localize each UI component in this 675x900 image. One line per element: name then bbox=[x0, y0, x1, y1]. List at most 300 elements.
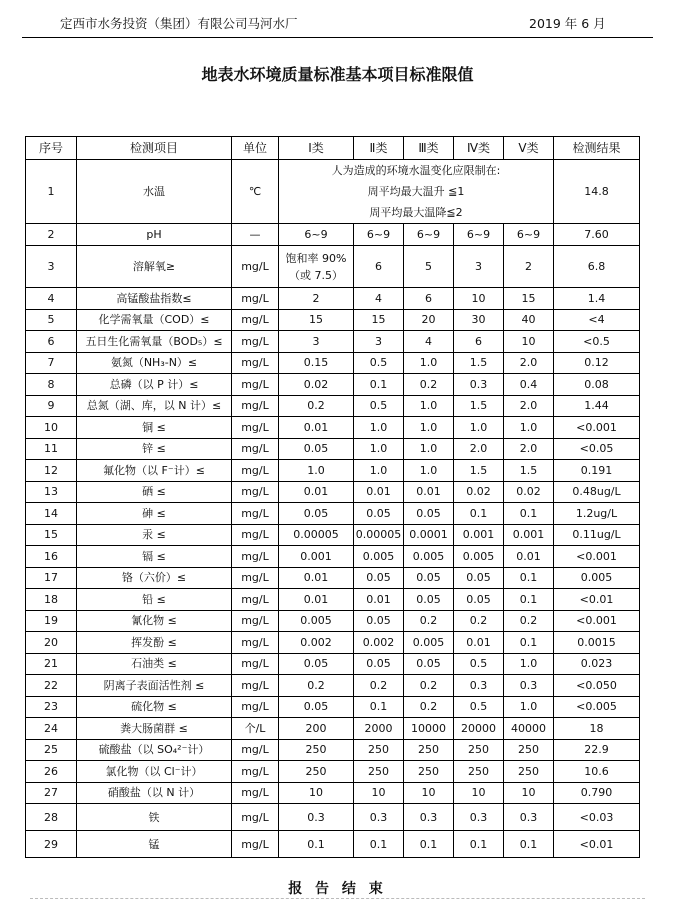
cell-class-2: 6 bbox=[354, 246, 404, 288]
cell-result: 7.60 bbox=[554, 224, 640, 246]
cell-class-2: 2000 bbox=[354, 718, 404, 740]
cell-class-5: 0.2 bbox=[504, 610, 554, 632]
cell-class-3: 0.1 bbox=[404, 831, 454, 858]
cell-item: 挥发酚 ≤ bbox=[77, 632, 232, 654]
cell-result: 0.191 bbox=[554, 460, 640, 482]
cell-result: <0.5 bbox=[554, 331, 640, 353]
cell-class-2: 0.5 bbox=[354, 395, 404, 417]
cell-class-5: 0.4 bbox=[504, 374, 554, 396]
cell-unit: mg/L bbox=[232, 331, 279, 353]
cell-class-4: 1.5 bbox=[454, 395, 504, 417]
cell-class-3: 0.2 bbox=[404, 696, 454, 718]
table-row bbox=[26, 374, 640, 396]
table-row bbox=[26, 224, 640, 246]
cell-item: 砷 ≤ bbox=[77, 503, 232, 525]
cell-class-5: 0.1 bbox=[504, 503, 554, 525]
cell-unit: mg/L bbox=[232, 374, 279, 396]
cell-class-2: 0.5 bbox=[354, 352, 404, 374]
cell-class-1: 0.00005 bbox=[279, 524, 354, 546]
table-row bbox=[26, 718, 640, 740]
cell-unit: mg/L bbox=[232, 460, 279, 482]
cell-class-3: 0.2 bbox=[404, 374, 454, 396]
cell-unit: mg/L bbox=[232, 761, 279, 783]
cell-no: 11 bbox=[26, 438, 77, 460]
cell-class-2: 15 bbox=[354, 309, 404, 331]
cell-item: 总氮（湖、库，以 N 计）≤ bbox=[77, 395, 232, 417]
cell-class-4: 0.01 bbox=[454, 632, 504, 654]
table-row bbox=[26, 567, 640, 589]
cell-class-1: 3 bbox=[279, 331, 354, 353]
cell-item: 溶解氧≥ bbox=[77, 246, 232, 288]
cell-class-3: 0.3 bbox=[404, 804, 454, 831]
cell-class-1: 250 bbox=[279, 761, 354, 783]
cell-result: 0.0015 bbox=[554, 632, 640, 654]
cell-unit: mg/L bbox=[232, 804, 279, 831]
cell-item: 水温 bbox=[77, 160, 232, 224]
table-row bbox=[26, 246, 640, 288]
cell-result: <0.005 bbox=[554, 696, 640, 718]
cell-item: 粪大肠菌群 ≤ bbox=[77, 718, 232, 740]
cell-item: 锌 ≤ bbox=[77, 438, 232, 460]
cell-result: 0.12 bbox=[554, 352, 640, 374]
cell-class-5: 1.0 bbox=[504, 653, 554, 675]
header-class-5: Ⅴ类 bbox=[504, 137, 554, 160]
cell-class-3: 0.005 bbox=[404, 632, 454, 654]
cell-class-1: 0.1 bbox=[279, 831, 354, 858]
cell-no: 25 bbox=[26, 739, 77, 761]
cell-class-3: 4 bbox=[404, 331, 454, 353]
table-row bbox=[26, 481, 640, 503]
cell-result: 0.48ug/L bbox=[554, 481, 640, 503]
cell-class-5: 250 bbox=[504, 739, 554, 761]
table-row bbox=[26, 352, 640, 374]
table-row bbox=[26, 524, 640, 546]
cell-no: 12 bbox=[26, 460, 77, 482]
cell-class-4: 0.3 bbox=[454, 675, 504, 697]
cell-class-1: 0.3 bbox=[279, 804, 354, 831]
cell-result: <0.001 bbox=[554, 417, 640, 439]
cell-unit: mg/L bbox=[232, 503, 279, 525]
cell-unit: mg/L bbox=[232, 246, 279, 288]
cell-no: 24 bbox=[26, 718, 77, 740]
cell-class-2: 0.002 bbox=[354, 632, 404, 654]
cell-class-5: 0.3 bbox=[504, 804, 554, 831]
cell-class-3: 5 bbox=[404, 246, 454, 288]
cell-class-3: 1.0 bbox=[404, 438, 454, 460]
cell-unit: 个/L bbox=[232, 718, 279, 740]
limit-line: 周平均最大温升 ≦1 bbox=[367, 185, 465, 198]
cell-class-4: 0.05 bbox=[454, 567, 504, 589]
cell-no: 26 bbox=[26, 761, 77, 783]
cell-class-1: 0.05 bbox=[279, 696, 354, 718]
cell-class-5: 2.0 bbox=[504, 438, 554, 460]
table-row bbox=[26, 309, 640, 331]
cell-item: 硝酸盐（以 N 计） bbox=[77, 782, 232, 804]
cell-class-1: 2 bbox=[279, 288, 354, 310]
cell-no: 21 bbox=[26, 653, 77, 675]
cell-class-4: 6~9 bbox=[454, 224, 504, 246]
cell-no: 22 bbox=[26, 675, 77, 697]
cell-class-3: 0.01 bbox=[404, 481, 454, 503]
cell-class-2: 4 bbox=[354, 288, 404, 310]
cell-class-1: 6~9 bbox=[279, 224, 354, 246]
cell-result: <0.001 bbox=[554, 610, 640, 632]
cell-class-1: 0.001 bbox=[279, 546, 354, 568]
cell-class-4: 1.0 bbox=[454, 417, 504, 439]
cell-item: pH bbox=[77, 224, 232, 246]
cell-class-3: 1.0 bbox=[404, 417, 454, 439]
cell-class-4: 250 bbox=[454, 739, 504, 761]
cell-class-4: 20000 bbox=[454, 718, 504, 740]
cell-result: <0.05 bbox=[554, 438, 640, 460]
cell-result: 14.8 bbox=[554, 160, 640, 224]
cell-no: 17 bbox=[26, 567, 77, 589]
cell-unit: mg/L bbox=[232, 782, 279, 804]
cell-class-2: 0.05 bbox=[354, 653, 404, 675]
cell-class-4: 0.02 bbox=[454, 481, 504, 503]
cell-item: 铜 ≤ bbox=[77, 417, 232, 439]
cell-class-3: 250 bbox=[404, 739, 454, 761]
cell-no: 14 bbox=[26, 503, 77, 525]
limit-line: 人为造成的环境水温变化应限制在: bbox=[331, 164, 501, 177]
table-row bbox=[26, 831, 640, 858]
cell-class-5: 0.02 bbox=[504, 481, 554, 503]
cell-result: <4 bbox=[554, 309, 640, 331]
table-row bbox=[26, 438, 640, 460]
cell-class-2: 10 bbox=[354, 782, 404, 804]
cell-class-4: 0.1 bbox=[454, 503, 504, 525]
water-temperature-limit bbox=[279, 160, 554, 224]
cell-class-1: 0.01 bbox=[279, 417, 354, 439]
cell-class-5: 0.1 bbox=[504, 589, 554, 611]
cell-unit: mg/L bbox=[232, 438, 279, 460]
cell-class-4: 0.005 bbox=[454, 546, 504, 568]
cell-result: <0.01 bbox=[554, 831, 640, 858]
cell-item: 硫酸盐（以 SO₄²⁻计） bbox=[77, 739, 232, 761]
table-row bbox=[26, 761, 640, 783]
cell-result: 18 bbox=[554, 718, 640, 740]
cell-class-5: 1.0 bbox=[504, 417, 554, 439]
cell-no: 3 bbox=[26, 246, 77, 288]
cell-class-2: 1.0 bbox=[354, 460, 404, 482]
page-title: 地表水环境质量标准基本项目标准限值 bbox=[201, 65, 474, 84]
cell-no: 20 bbox=[26, 632, 77, 654]
cell-item: 五日生化需氧量（BOD₅）≤ bbox=[77, 331, 232, 353]
cell-class-4: 0.2 bbox=[454, 610, 504, 632]
cell-unit: mg/L bbox=[232, 288, 279, 310]
cell-unit: mg/L bbox=[232, 632, 279, 654]
cell-line: 饱和率 90% bbox=[285, 251, 347, 265]
table-row bbox=[26, 782, 640, 804]
cell-class-4: 0.5 bbox=[454, 653, 504, 675]
header-class-2: Ⅱ类 bbox=[354, 137, 404, 160]
cell-class-2: 1.0 bbox=[354, 438, 404, 460]
cell-class-2: 0.01 bbox=[354, 481, 404, 503]
cell-class-4: 6 bbox=[454, 331, 504, 353]
cell-no: 1 bbox=[26, 160, 77, 224]
cell-class-1: 200 bbox=[279, 718, 354, 740]
cell-class-2: 250 bbox=[354, 761, 404, 783]
cell-no: 19 bbox=[26, 610, 77, 632]
cell-unit: mg/L bbox=[232, 739, 279, 761]
cell-class-1: 0.02 bbox=[279, 374, 354, 396]
cell-unit: ℃ bbox=[232, 160, 279, 224]
header-item: 检测项目 bbox=[77, 137, 232, 160]
report-end-label: 报 告 结 束 bbox=[288, 881, 387, 897]
cell-class-2: 0.005 bbox=[354, 546, 404, 568]
cell-class-5: 0.1 bbox=[504, 567, 554, 589]
cell-class-1: 0.05 bbox=[279, 653, 354, 675]
cell-class-2: 0.00005 bbox=[354, 524, 404, 546]
cell-class-1: 0.005 bbox=[279, 610, 354, 632]
cell-unit: mg/L bbox=[232, 417, 279, 439]
cell-class-5: 2.0 bbox=[504, 352, 554, 374]
cell-class-3: 0.005 bbox=[404, 546, 454, 568]
cell-class-3: 0.0001 bbox=[404, 524, 454, 546]
cell-class-2: 0.1 bbox=[354, 831, 404, 858]
cell-item: 硒 ≤ bbox=[77, 481, 232, 503]
cell-class-3: 0.2 bbox=[404, 675, 454, 697]
cell-class-1: 0.01 bbox=[279, 589, 354, 611]
cell-item: 总磷（以 P 计）≤ bbox=[77, 374, 232, 396]
cell-result: 0.08 bbox=[554, 374, 640, 396]
organization-name: 定西市水务投资（集团）有限公司马河水厂 bbox=[60, 16, 298, 31]
cell-class-1: 15 bbox=[279, 309, 354, 331]
page-header bbox=[0, 8, 675, 38]
cell-class-2: 3 bbox=[354, 331, 404, 353]
cell-unit: mg/L bbox=[232, 653, 279, 675]
cell-result: 10.6 bbox=[554, 761, 640, 783]
cell-class-3: 0.2 bbox=[404, 610, 454, 632]
cell-no: 23 bbox=[26, 696, 77, 718]
header-class-3: Ⅲ类 bbox=[404, 137, 454, 160]
cell-class-2: 250 bbox=[354, 739, 404, 761]
cell-class-3: 0.05 bbox=[404, 589, 454, 611]
cell-result: 22.9 bbox=[554, 739, 640, 761]
cell-class-4: 10 bbox=[454, 782, 504, 804]
cell-class-2: 6~9 bbox=[354, 224, 404, 246]
cell-class-2: 0.05 bbox=[354, 567, 404, 589]
cell-unit: mg/L bbox=[232, 524, 279, 546]
cell-class-1: 0.2 bbox=[279, 395, 354, 417]
cell-class-5: 0.001 bbox=[504, 524, 554, 546]
table-row bbox=[26, 675, 640, 697]
cell-class-5: 2 bbox=[504, 246, 554, 288]
cell-class-1: 0.15 bbox=[279, 352, 354, 374]
cell-result: 0.790 bbox=[554, 782, 640, 804]
cell-unit: mg/L bbox=[232, 567, 279, 589]
cell-class-1: 0.05 bbox=[279, 438, 354, 460]
cell-class-2: 0.05 bbox=[354, 503, 404, 525]
cell-no: 2 bbox=[26, 224, 77, 246]
cell-class-2: 0.01 bbox=[354, 589, 404, 611]
cell-class-3: 10000 bbox=[404, 718, 454, 740]
cell-item: 氯化物（以 Cl⁻计） bbox=[77, 761, 232, 783]
cell-class-2: 0.05 bbox=[354, 610, 404, 632]
cell-item: 锰 bbox=[77, 831, 232, 858]
cell-class-4: 0.3 bbox=[454, 374, 504, 396]
table-row bbox=[26, 632, 640, 654]
cell-class-3: 6~9 bbox=[404, 224, 454, 246]
cell-no: 27 bbox=[26, 782, 77, 804]
cell-item: 镉 ≤ bbox=[77, 546, 232, 568]
cell-class-1: 0.01 bbox=[279, 481, 354, 503]
cell-no: 7 bbox=[26, 352, 77, 374]
page-bottom-rule bbox=[30, 898, 645, 899]
header-class-4: Ⅳ类 bbox=[454, 137, 504, 160]
cell-class-4: 3 bbox=[454, 246, 504, 288]
cell-item: 氨氮（NH₃-N）≤ bbox=[77, 352, 232, 374]
cell-class-2: 0.1 bbox=[354, 374, 404, 396]
cell-item: 高锰酸盐指数≤ bbox=[77, 288, 232, 310]
cell-class-2: 0.1 bbox=[354, 696, 404, 718]
cell-result: 0.005 bbox=[554, 567, 640, 589]
cell-unit: mg/L bbox=[232, 675, 279, 697]
cell-class-1: 1.0 bbox=[279, 460, 354, 482]
cell-class-4: 250 bbox=[454, 761, 504, 783]
cell-class-5: 250 bbox=[504, 761, 554, 783]
header-rule bbox=[22, 37, 653, 38]
cell-class-3: 1.0 bbox=[404, 460, 454, 482]
table-row bbox=[26, 589, 640, 611]
cell-class-3: 1.0 bbox=[404, 352, 454, 374]
cell-no: 8 bbox=[26, 374, 77, 396]
header-no: 序号 bbox=[26, 137, 77, 160]
cell-class-5: 15 bbox=[504, 288, 554, 310]
table-row bbox=[26, 503, 640, 525]
cell-class-5: 0.1 bbox=[504, 632, 554, 654]
cell-class-5: 40000 bbox=[504, 718, 554, 740]
cell-class-4: 10 bbox=[454, 288, 504, 310]
header-unit: 单位 bbox=[232, 137, 279, 160]
table-row bbox=[26, 395, 640, 417]
cell-result: 1.4 bbox=[554, 288, 640, 310]
cell-no: 16 bbox=[26, 546, 77, 568]
cell-unit: mg/L bbox=[232, 546, 279, 568]
cell-class-3: 1.0 bbox=[404, 395, 454, 417]
cell-class-5: 0.01 bbox=[504, 546, 554, 568]
cell-unit: mg/L bbox=[232, 610, 279, 632]
table-row bbox=[26, 288, 640, 310]
cell-unit: mg/L bbox=[232, 352, 279, 374]
cell-class-1: 10 bbox=[279, 782, 354, 804]
cell-result: <0.050 bbox=[554, 675, 640, 697]
cell-class-2: 0.2 bbox=[354, 675, 404, 697]
cell-result: 0.023 bbox=[554, 653, 640, 675]
cell-class-1 bbox=[279, 246, 354, 288]
cell-line: （或 7.5） bbox=[289, 268, 343, 282]
standards-table bbox=[25, 136, 640, 858]
cell-class-4: 0.3 bbox=[454, 804, 504, 831]
cell-class-4: 0.5 bbox=[454, 696, 504, 718]
cell-class-5: 2.0 bbox=[504, 395, 554, 417]
cell-item: 氰化物 ≤ bbox=[77, 610, 232, 632]
cell-class-3: 10 bbox=[404, 782, 454, 804]
cell-unit: mg/L bbox=[232, 696, 279, 718]
cell-class-3: 250 bbox=[404, 761, 454, 783]
cell-class-3: 20 bbox=[404, 309, 454, 331]
table-row bbox=[26, 653, 640, 675]
table-row bbox=[26, 460, 640, 482]
cell-class-1: 0.002 bbox=[279, 632, 354, 654]
cell-class-5: 1.5 bbox=[504, 460, 554, 482]
cell-item: 铁 bbox=[77, 804, 232, 831]
cell-unit: mg/L bbox=[232, 309, 279, 331]
cell-class-3: 0.05 bbox=[404, 503, 454, 525]
cell-item: 铅 ≤ bbox=[77, 589, 232, 611]
table-row bbox=[26, 417, 640, 439]
cell-class-5: 0.3 bbox=[504, 675, 554, 697]
cell-class-4: 1.5 bbox=[454, 460, 504, 482]
cell-no: 9 bbox=[26, 395, 77, 417]
table-header-row bbox=[26, 137, 640, 160]
cell-no: 28 bbox=[26, 804, 77, 831]
cell-result: <0.001 bbox=[554, 546, 640, 568]
cell-unit: mg/L bbox=[232, 395, 279, 417]
cell-class-1: 0.2 bbox=[279, 675, 354, 697]
cell-class-5: 0.1 bbox=[504, 831, 554, 858]
cell-class-3: 0.05 bbox=[404, 567, 454, 589]
cell-unit: mg/L bbox=[232, 589, 279, 611]
report-date: 2019 年 6 月 bbox=[529, 16, 606, 31]
table-row bbox=[26, 739, 640, 761]
cell-item: 阴离子表面活性剂 ≤ bbox=[77, 675, 232, 697]
cell-no: 10 bbox=[26, 417, 77, 439]
cell-no: 13 bbox=[26, 481, 77, 503]
cell-result: <0.03 bbox=[554, 804, 640, 831]
cell-class-5: 10 bbox=[504, 331, 554, 353]
cell-class-5: 10 bbox=[504, 782, 554, 804]
cell-class-4: 0.05 bbox=[454, 589, 504, 611]
cell-class-2: 0.3 bbox=[354, 804, 404, 831]
cell-class-4: 0.001 bbox=[454, 524, 504, 546]
cell-class-3: 6 bbox=[404, 288, 454, 310]
cell-item: 氟化物（以 F⁻计）≤ bbox=[77, 460, 232, 482]
table-row bbox=[26, 160, 640, 224]
cell-class-4: 2.0 bbox=[454, 438, 504, 460]
cell-class-5: 6~9 bbox=[504, 224, 554, 246]
cell-no: 4 bbox=[26, 288, 77, 310]
limit-line: 周平均最大温降≦2 bbox=[369, 206, 463, 219]
table-row bbox=[26, 546, 640, 568]
header-result: 检测结果 bbox=[554, 137, 640, 160]
table-row bbox=[26, 331, 640, 353]
cell-result: 1.44 bbox=[554, 395, 640, 417]
cell-item: 铬（六价）≤ bbox=[77, 567, 232, 589]
table-row bbox=[26, 610, 640, 632]
cell-item: 硫化物 ≤ bbox=[77, 696, 232, 718]
cell-no: 18 bbox=[26, 589, 77, 611]
cell-unit: — bbox=[232, 224, 279, 246]
cell-no: 15 bbox=[26, 524, 77, 546]
cell-class-1: 250 bbox=[279, 739, 354, 761]
cell-no: 5 bbox=[26, 309, 77, 331]
cell-unit: mg/L bbox=[232, 481, 279, 503]
cell-item: 石油类 ≤ bbox=[77, 653, 232, 675]
cell-class-3: 0.05 bbox=[404, 653, 454, 675]
cell-unit: mg/L bbox=[232, 831, 279, 858]
cell-no: 29 bbox=[26, 831, 77, 858]
cell-result: 1.2ug/L bbox=[554, 503, 640, 525]
cell-result: <0.01 bbox=[554, 589, 640, 611]
cell-no: 6 bbox=[26, 331, 77, 353]
table-row bbox=[26, 804, 640, 831]
header-class-1: Ⅰ类 bbox=[279, 137, 354, 160]
cell-class-4: 1.5 bbox=[454, 352, 504, 374]
cell-class-4: 30 bbox=[454, 309, 504, 331]
cell-item: 化学需氧量（COD）≤ bbox=[77, 309, 232, 331]
cell-result: 6.8 bbox=[554, 246, 640, 288]
